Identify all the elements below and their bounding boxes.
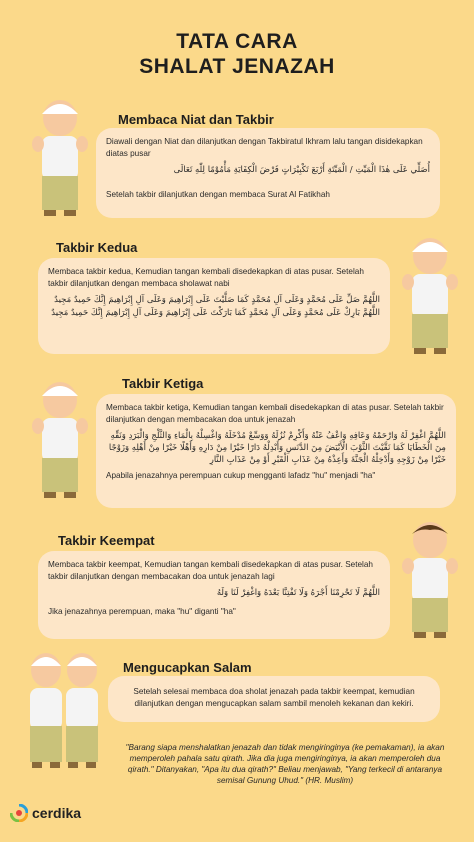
step-2-text: Membaca takbir kedua, Kemudian tangan kembali disedekapkan di atas pusar. Setelah takbir dilanjutkan dengan membaca sholawat nabi [48,267,364,288]
step-4-note: Jika jenazahnya perempuan, maka "hu" diganti "ha" [48,607,236,616]
praying-boy-illustration [28,378,92,502]
step-4-text: Membaca takbir keempat, Kemudian tangan kembali disedekapkan di atas pusar. Setelah takbir dilanjutkan dengan membacakan doa untuk jenazah lagi [48,560,373,581]
title-line-1: TATA CARA [176,30,298,53]
step-5-text: Setelah selesai membaca doa sholat jenazah pada takbir keempat, kemudian dilanjutkan dengan mengucapkan salam sambil menoleh kekanan dan kekiri. [133,687,415,708]
step-5-title: Mengucapkan Salam [123,660,252,675]
praying-boy-illustration [28,96,92,220]
step-3-arabic: اللَّهُمَّ اغْفِرْ لَهُ وَارْحَمْهُ وَعَافِهِ وَاعْفُ عَنْهُ وَأَكْرِمْ نُزُلَهُ وَوَسِّعْ مُدْخَلَهُ وَاغْسِلْهُ بِالْمَاءِ وَالثَّلْجِ وَالْبَرَدِ وَنَقِّهِ مِنَ الْخَطَايَا كَمَا نَقَّيْتَ الثَّوْبَ الْأَبْيَضَ مِنَ الدَّنَسِ وَأَبْدِلْهُ دَارًا خَيْرًا مِنْ دَارِهِ وَأَهْلًا خَيْرًا مِنْ أَهْلِهِ وَزَوْجًا خَيْرًا مِنْ زَوْجِهِ وَأَدْخِلْهُ الْجَنَّةَ وَأَعِذْهُ مِنْ عَذَابِ الْقَبْرِ أَوْ مِنْ عَذَابِ النَّارِ [108,431,446,465]
step-1-box [96,128,440,218]
hadith-quote: "Barang siapa menshalatkan jenazah dan tidak mengiringinya (ke pemakaman), ia akan memperoleh pahala satu qirath. Jika dia juga mengiringinya, ia akan memperoleh dua qirath." Ditanyakan, "Apa itu dua qirath?" Beliau menjawab, "Yang terkecil di antaranya semisal Gunung Uhud." (HR. Muslim) [125,743,445,785]
brand-name: cerdika [32,805,82,821]
praying-boy-illustration [398,234,462,358]
cerdika-logo-icon [10,804,28,822]
step-4-title: Takbir Keempat [58,533,155,548]
step-3-text: Membaca takbir ketiga, Kemudian tangan kembali disedekapkan di atas pusar. Setelah takbir dilanjutkan dengan membacakan doa untuk jenazah [106,403,444,424]
two-boys-salam-illustration [22,648,106,772]
step-2-box [38,258,390,354]
step-1-text: Diawali dengan Niat dan dilanjutkan dengan Takbiratul Ikhram lalu tangan disidekapkan diatas pusar [106,137,423,158]
step-3-title: Takbir Ketiga [122,376,204,391]
step-3-note: Apabila jenazahnya perempuan cukup mengganti lafadz "hu" menjadi "ha" [106,471,376,480]
step-2-arabic: اللَّهُمَّ صَلِّ عَلَى مُحَمَّدٍ وَعَلَى آلِ مُحَمَّدٍ كَمَا صَلَّيْتَ عَلَى إِبْرَاهِيمَ وَعَلَى آلِ إِبْرَاهِيمَ إِنَّكَ حَمِيدٌ مَجِيدٌ اللَّهُمَّ بَارِكْ عَلَى مُحَمَّدٍ وَعَلَى آلِ مُحَمَّدٍ كَمَا بَارَكْتَ عَلَى إِبْرَاهِيمَ وَعَلَى آلِ إِبْرَاهِيمَ إِنَّكَ حَمِيدٌ مَجِيدٌ [51,295,380,318]
step-1-title: Membaca Niat dan Takbir [118,112,274,127]
step-5-box [108,676,440,722]
brand-logo [10,804,81,822]
step-3-box [96,394,456,508]
praying-boy-illustration [398,518,462,642]
step-1-arabic: أُصَلِّي عَلَى هٰذَا الْمَيِّتِ / الْمَيِّتَةِ أَرْبَعَ تَكْبِيْرَاتٍ فَرْضَ الْكِفَايَةِ مَأْمُوْمًا لِلّٰهِ تَعَالَى [173,165,430,175]
step-4-arabic: اللَّهُمَّ لَا تَحْرِمْنَا أَجْرَهُ وَلَا تَفْتِنَّا بَعْدَهُ وَاغْفِرْ لَنَا وَلَهُ [216,588,380,598]
step-2-title: Takbir Kedua [56,240,138,255]
title-line-2: SHALAT JENAZAH [139,55,335,78]
step-1-note: Setelah takbir dilanjutkan dengan membaca Surat Al Fatikhah [106,190,330,199]
step-4-box [38,551,390,639]
